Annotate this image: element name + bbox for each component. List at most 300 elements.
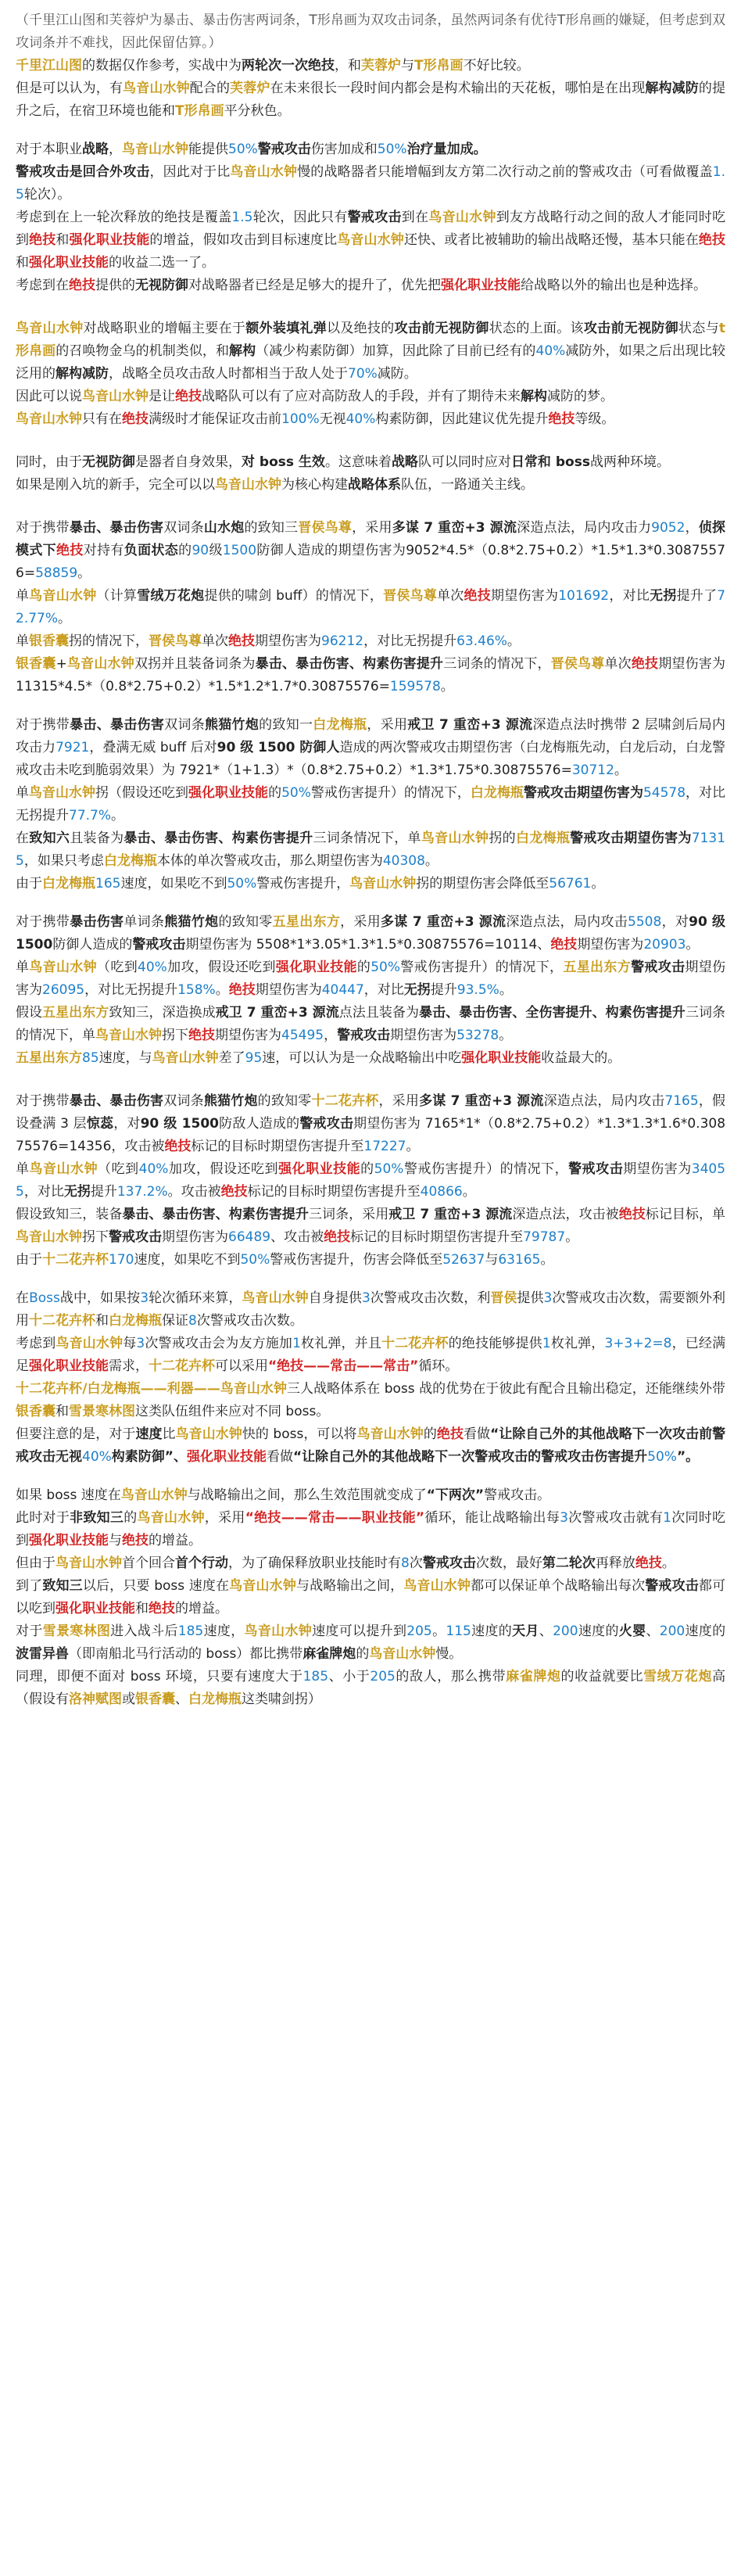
number: 1 bbox=[292, 1336, 301, 1351]
text: 减防外，如果之后出现比较泛用的 bbox=[16, 343, 726, 382]
text: 的敌人，那么携带 bbox=[395, 1669, 507, 1684]
number: 17227 bbox=[363, 1139, 406, 1154]
text: 期望伤害为 bbox=[16, 960, 726, 998]
text-bold: 无拐 bbox=[63, 1184, 91, 1200]
paragraph bbox=[16, 1047, 725, 1070]
text: 。 bbox=[440, 679, 454, 694]
text: 状态的上面。该 bbox=[489, 321, 584, 336]
character-name: 十二花卉杯 bbox=[381, 1336, 449, 1351]
text: 的 bbox=[356, 960, 371, 975]
text: 轮次循环来算， bbox=[149, 1290, 242, 1306]
paragraph bbox=[16, 138, 725, 161]
skill-name: 绝技 bbox=[175, 389, 202, 404]
text-bold: 熊猫竹炮 bbox=[203, 1093, 258, 1109]
text: 期望伤害为 bbox=[255, 982, 322, 998]
number: 20903 bbox=[643, 937, 686, 953]
text: boss bbox=[380, 1381, 420, 1397]
text: 次同时吃到 bbox=[16, 1510, 726, 1548]
number: 53278 bbox=[456, 1028, 499, 1043]
skill-cycle: “绝技——常击——职业技能” bbox=[245, 1510, 425, 1526]
text: 是器者自身效果， bbox=[135, 454, 242, 470]
text: 单次 bbox=[202, 633, 228, 649]
text: 的 bbox=[178, 543, 192, 558]
text: 看做 bbox=[464, 1426, 491, 1442]
text: 提升 bbox=[90, 1184, 117, 1200]
text: ，采用 bbox=[340, 914, 381, 930]
text: 到在 bbox=[401, 210, 429, 225]
text: 由于 bbox=[16, 1252, 42, 1268]
text: 速度在 bbox=[81, 1487, 121, 1503]
character-name: 鸟音山水钟 bbox=[230, 164, 298, 180]
text: ，采用 bbox=[378, 1093, 420, 1109]
text: 警戒伤害提升）的情况下， bbox=[310, 785, 471, 801]
text: 本体的单次警戒攻击，那么期望伤害为 bbox=[156, 853, 383, 869]
paragraph bbox=[16, 782, 725, 827]
number: 50% bbox=[227, 876, 257, 892]
text: 高（假设有 bbox=[16, 1669, 726, 1707]
text: 以后，只要 bbox=[82, 1578, 150, 1594]
paragraph bbox=[16, 1333, 725, 1378]
number: 54578 bbox=[643, 785, 686, 801]
number: 50% bbox=[240, 1252, 270, 1268]
number: 40308 bbox=[382, 853, 425, 869]
text: 和 bbox=[55, 1404, 69, 1419]
text: 加攻，假设还吃到 bbox=[166, 960, 276, 975]
text: ，因此对于比 bbox=[149, 164, 231, 180]
text: （减少构素防御）加算，因此除了目前已经有的 bbox=[256, 343, 536, 359]
number: 8 bbox=[188, 1313, 197, 1329]
text: 首个回合 bbox=[122, 1555, 175, 1571]
text: boss bbox=[42, 1487, 81, 1503]
character-name: 鸟音山水钟 bbox=[137, 1510, 205, 1526]
text-bold: 熊猫竹炮 bbox=[164, 914, 219, 930]
character-name: 晋侯鸟尊 bbox=[550, 656, 605, 672]
text: boss bbox=[281, 1404, 317, 1419]
number: 205 bbox=[370, 1669, 396, 1684]
text: 对于携带 bbox=[16, 520, 70, 536]
text: 。 bbox=[499, 982, 513, 998]
item-name: 芙蓉炉 bbox=[230, 81, 270, 96]
number: 66489 bbox=[228, 1229, 271, 1245]
text: 单 bbox=[16, 633, 29, 649]
text: 。 bbox=[431, 1623, 446, 1639]
formula: 期望伤害为 5508*1*3.05*1.3*1.5*0.30875576=10114、 bbox=[185, 937, 551, 953]
text: 还快、或者比被辅助的输出战略还慢，基本只能在 bbox=[403, 232, 699, 248]
number: 1 bbox=[542, 1336, 551, 1351]
text: boss bbox=[125, 1669, 166, 1684]
text: 。 bbox=[540, 1252, 554, 1268]
text: 的 bbox=[423, 1426, 437, 1442]
text-bold: 致知三 bbox=[42, 1578, 83, 1594]
skill-name: 绝技 bbox=[436, 1426, 464, 1442]
skill-name: 绝技 bbox=[698, 232, 726, 248]
character-name: 白龙梅瓶 bbox=[42, 876, 95, 892]
number: 100% bbox=[281, 411, 320, 427]
text: 致知三，深造换成 bbox=[109, 1005, 216, 1021]
paragraph bbox=[16, 77, 725, 123]
skill-name: 强化职业技能 bbox=[69, 232, 150, 248]
text: 。这意味着 bbox=[324, 454, 392, 470]
text: 三词条情况下，单 bbox=[313, 831, 421, 846]
text: 如果 bbox=[16, 1487, 42, 1503]
character-name: 鸟音山水钟 bbox=[403, 1578, 471, 1594]
number: 52637 bbox=[442, 1252, 485, 1268]
character-name: 鸟音山水钟 bbox=[16, 1229, 82, 1245]
character-name: 鸟音山水钟 bbox=[428, 210, 496, 225]
text: 进入战斗后 bbox=[110, 1623, 178, 1639]
character-name: 十二花卉杯 bbox=[149, 1358, 215, 1374]
text: 这类啸剑拐） bbox=[242, 1692, 321, 1707]
text: 的数据仅作参考，实战中为 bbox=[82, 58, 242, 74]
skill-name: 绝技 bbox=[122, 1533, 149, 1548]
text-bold: 对 boss 生效 bbox=[242, 454, 325, 470]
text-bold: 战略 bbox=[391, 454, 418, 470]
character-name: 鸟音山水钟 bbox=[16, 321, 84, 336]
text-bold: 解构 bbox=[521, 389, 547, 404]
text: 为核心构建 bbox=[281, 477, 348, 493]
character-name: 鸟音山水钟 bbox=[123, 81, 190, 96]
text: 减防的梦。 bbox=[547, 389, 614, 404]
character-name: 鸟音山水钟 bbox=[29, 785, 96, 801]
character-name: 鸟音山水钟 bbox=[356, 1426, 424, 1442]
number: 185 bbox=[177, 1623, 204, 1639]
text-bold: 山水炮 bbox=[203, 520, 245, 536]
text: 三词条，采用 bbox=[309, 1207, 389, 1222]
paragraph bbox=[16, 1090, 725, 1158]
paragraph bbox=[16, 386, 725, 408]
number: 200 bbox=[553, 1623, 578, 1639]
text: 。 bbox=[462, 1184, 476, 1200]
text: 单 bbox=[16, 588, 30, 604]
text: 能提供 bbox=[188, 142, 228, 157]
number: 72.77% bbox=[16, 588, 726, 626]
paragraph bbox=[16, 653, 725, 698]
text: 保证 bbox=[162, 1313, 188, 1329]
text: （吃到 bbox=[97, 960, 138, 975]
text: 和 bbox=[55, 232, 70, 248]
text: ，采用 bbox=[367, 717, 408, 733]
note-paragraph bbox=[16, 9, 725, 55]
paragraph bbox=[16, 206, 725, 274]
number: 58859 bbox=[35, 565, 78, 581]
text-bold: 警戒攻击 bbox=[568, 1161, 624, 1177]
text: 速度在 bbox=[188, 1578, 230, 1594]
text-bold: 额外装填礼弹 bbox=[245, 321, 328, 336]
text-bold: 警戒攻击 bbox=[109, 1229, 162, 1245]
text: 双词条 bbox=[163, 520, 204, 536]
text: 平分秋色。 bbox=[224, 103, 291, 119]
text: 只有在 bbox=[82, 411, 122, 427]
text: 战中，如果按 bbox=[59, 1290, 141, 1306]
text-bold: 两轮次一次绝技 bbox=[242, 58, 335, 74]
number: 3 bbox=[361, 1290, 370, 1306]
text: 防御人造成的 bbox=[52, 937, 133, 953]
text: 无视 bbox=[319, 411, 346, 427]
text: 如果是刚入坑的新手，完全可以以 bbox=[16, 477, 215, 493]
text: 单 bbox=[16, 1161, 30, 1177]
text: 的增益。 bbox=[175, 1601, 228, 1616]
text: 单 bbox=[16, 785, 30, 801]
skill-name: 绝技 bbox=[464, 588, 492, 604]
text: 轮次，因此只有 bbox=[252, 210, 348, 225]
text: 循环。 bbox=[418, 1358, 459, 1374]
text-bold: 警戒攻击 bbox=[337, 1028, 391, 1043]
text: 。攻击被 bbox=[167, 1184, 221, 1200]
paragraph bbox=[16, 911, 725, 956]
text: 深造点法时携带 2 层啸剑后局内攻击力 bbox=[16, 717, 726, 755]
character-name: 鸟音山水钟 bbox=[55, 1336, 123, 1351]
number: 50% bbox=[370, 960, 401, 975]
text: （计算 bbox=[96, 588, 138, 604]
text: 的 bbox=[268, 785, 282, 801]
skill-name: 强化职业技能 bbox=[29, 1533, 109, 1548]
skill-name: 绝技 bbox=[618, 1207, 646, 1222]
character-name: 鸟音山水钟 bbox=[82, 389, 149, 404]
skill-name: 强化职业技能 bbox=[29, 255, 109, 271]
text: 速度，如果吃不到 bbox=[120, 876, 227, 892]
text-bold: “让除自己外的其他战略下 bbox=[490, 1426, 646, 1442]
text: 。 bbox=[686, 937, 700, 953]
text-bold: 负面状态 bbox=[123, 543, 179, 558]
text: 拐的情况下， bbox=[69, 633, 149, 649]
text: （吃到 bbox=[98, 1161, 139, 1177]
text: 速度可以提升到 bbox=[312, 1623, 407, 1639]
text: ，为了确保释放职业技能时有 bbox=[228, 1555, 401, 1571]
text: 速度， bbox=[203, 1623, 245, 1639]
formula: 期望伤害为 7165*1*（0.8*2.75+0.2）*1.3*1.3*1.6*0.30875576=14356，攻击被 bbox=[16, 1116, 726, 1154]
text: 点法且装备为 bbox=[338, 1005, 420, 1021]
text: 。 bbox=[591, 876, 605, 892]
character-name: 银香囊 bbox=[16, 1404, 55, 1419]
text-bold: 警戒攻击期望伤害为 bbox=[523, 785, 643, 801]
number: 115 bbox=[446, 1623, 471, 1639]
text: 、 bbox=[539, 1623, 553, 1639]
text: 需求， bbox=[109, 1358, 149, 1374]
number: 3 bbox=[140, 1290, 149, 1306]
text: 是让 bbox=[149, 389, 175, 404]
text: 给战略以外的输出也是种选择。 bbox=[521, 278, 707, 293]
skill-name: 绝技 bbox=[324, 1229, 351, 1245]
text: 假设致知三，装备 bbox=[16, 1207, 123, 1222]
text: 速度，与 bbox=[98, 1050, 152, 1066]
paragraph bbox=[16, 161, 725, 206]
number: 40% bbox=[82, 1449, 112, 1465]
paragraph bbox=[16, 451, 725, 474]
character-name: 白龙梅瓶 bbox=[188, 1692, 242, 1707]
text: 不好比较。 bbox=[463, 58, 530, 74]
text: 对于本职业 bbox=[16, 142, 82, 157]
paragraph bbox=[16, 55, 725, 77]
skill-name: 强化职业技能 bbox=[188, 785, 269, 801]
text-bold: 火婴 bbox=[618, 1623, 646, 1639]
text: 的 bbox=[360, 1161, 374, 1177]
text-bold: 天月 bbox=[512, 1623, 539, 1639]
text-bold: 无拐 bbox=[650, 588, 677, 604]
skill-name: 绝技 bbox=[635, 1555, 662, 1571]
skill-name: 绝技 bbox=[29, 232, 56, 248]
number: 1500 bbox=[222, 543, 257, 558]
text: 。 bbox=[614, 762, 628, 778]
text: 考虑到在 bbox=[16, 278, 69, 293]
number: 85 bbox=[82, 1050, 99, 1066]
paragraph bbox=[16, 1484, 725, 1507]
text: 伤害加成和 bbox=[310, 142, 378, 157]
text: 次警戒攻击次数，利 bbox=[370, 1290, 491, 1306]
text: 到友方战略行动之间的敌人才能同时吃到 bbox=[16, 210, 726, 248]
text-bold: 警戒攻击是回合外攻击 bbox=[16, 164, 150, 180]
text: ，对比 bbox=[23, 1184, 64, 1200]
text: 期望伤害为 bbox=[215, 1028, 281, 1043]
item-name: 雪绒万花炮 bbox=[643, 1669, 713, 1684]
text: boss bbox=[268, 1426, 304, 1442]
character-name: 白龙梅瓶 bbox=[109, 1313, 162, 1329]
text: 三人战略体系在 bbox=[287, 1381, 381, 1397]
text: 由于 bbox=[16, 876, 42, 892]
text: 深造点法，局内攻击 bbox=[543, 1093, 665, 1109]
number: 40% bbox=[138, 960, 167, 975]
text: 对于携带 bbox=[16, 717, 70, 733]
number: 26095 bbox=[42, 982, 85, 998]
text: 。 bbox=[58, 611, 72, 626]
character-name: 鸟音山水钟 bbox=[215, 477, 281, 493]
number: 79787 bbox=[523, 1229, 566, 1245]
text-bold: 暴击、暴击伤害 bbox=[70, 717, 165, 733]
text: 单词条 bbox=[123, 914, 165, 930]
text: 次警戒攻击就有 bbox=[567, 1510, 664, 1526]
text-bold: 无视防御 bbox=[82, 454, 135, 470]
text-bold: 暴击、暴击伤害、构素伤害提升 bbox=[255, 656, 444, 672]
character-name: 银香囊 bbox=[135, 1692, 175, 1707]
number: 7921 bbox=[55, 740, 90, 755]
text-bold: 速度 bbox=[135, 1426, 163, 1442]
text: 、 bbox=[646, 1623, 660, 1639]
text: 加攻，假设还吃到 bbox=[168, 1161, 279, 1177]
text: 假设 bbox=[16, 1005, 43, 1021]
item-name: 千里江山图 bbox=[16, 58, 82, 74]
number: 137.2% bbox=[116, 1184, 168, 1200]
text: 的 bbox=[123, 1510, 138, 1526]
text-bold: 解构减防 bbox=[645, 81, 699, 96]
text-bold: 多谋 7 重峦+3 源流 bbox=[381, 914, 507, 930]
text-bold: 暴击伤害 bbox=[70, 914, 124, 930]
text: 战略队可以有了应对高防敌人的手段，并有了期待未来 bbox=[202, 389, 521, 404]
text-bold: “让除自己外的其他战略下 bbox=[292, 1449, 449, 1465]
paragraph bbox=[16, 1423, 725, 1469]
text: 但由于 bbox=[16, 1555, 55, 1571]
text: 的增益，假如攻击到目标速度比 bbox=[149, 232, 338, 248]
number: 3 bbox=[560, 1510, 568, 1526]
number: 8 bbox=[401, 1555, 410, 1571]
text: 慢。 bbox=[435, 1646, 463, 1662]
text-bold: 战略体系 bbox=[348, 477, 401, 493]
number: 40% bbox=[535, 343, 566, 359]
character-name: 白龙梅瓶 bbox=[103, 853, 157, 869]
character-name: 洛神赋图 bbox=[69, 1692, 122, 1707]
text: 警戒伤害提升，伤害会降低至 bbox=[270, 1252, 443, 1268]
text-bold: 一次攻击 bbox=[645, 1426, 700, 1442]
skill-name: 绝技 bbox=[228, 982, 256, 998]
text-bold: 解构减防 bbox=[55, 366, 109, 382]
character-name: 白龙梅瓶 bbox=[470, 785, 524, 801]
text-bold: 90 级 1500 防御人 bbox=[217, 740, 340, 755]
character-name: 白龙梅瓶 bbox=[313, 717, 367, 733]
paragraph bbox=[16, 408, 725, 431]
text: 与 bbox=[485, 1252, 499, 1268]
text: 。 bbox=[507, 633, 521, 649]
number: 40447 bbox=[321, 982, 364, 998]
item-name: t形帛画 bbox=[16, 321, 726, 359]
text: 标记目标，单 bbox=[645, 1207, 726, 1222]
text-bold: 警戒攻击 bbox=[422, 1555, 476, 1571]
text-bold: 无视防御 bbox=[135, 278, 188, 293]
text: 警戒伤害提升）的情况下， bbox=[403, 1161, 569, 1177]
skill-name: 绝技 bbox=[548, 411, 575, 427]
text: 但要注意的是，对于 bbox=[16, 1426, 136, 1442]
skill-name: 绝技 bbox=[122, 411, 149, 427]
paragraph bbox=[16, 1666, 725, 1711]
text-bold: 治疗量加成。 bbox=[406, 142, 487, 157]
character-name: 鸟音山水钟 bbox=[421, 831, 489, 846]
text: 的收益就要比 bbox=[560, 1669, 644, 1684]
character-name: 雪景寒林图 bbox=[69, 1404, 135, 1419]
skill-name: 绝技 bbox=[164, 1139, 192, 1154]
team-name: 十二花卉杯/白龙梅瓶——利器——鸟音山水钟 bbox=[16, 1381, 287, 1397]
text: 的召唤物金乌的机制类似，和 bbox=[55, 343, 230, 359]
text: 等级。 bbox=[575, 411, 615, 427]
text: 和 bbox=[95, 1313, 109, 1329]
text: 拐的 bbox=[489, 831, 516, 846]
text: 提供的 bbox=[95, 278, 135, 293]
text-bold: 戒卫 7 重峦+3 源流 bbox=[407, 717, 533, 733]
text-bold: 第二轮次 bbox=[542, 1555, 596, 1571]
text: 期望伤害为 bbox=[491, 588, 559, 604]
skill-name: 绝技 bbox=[631, 656, 659, 672]
text: 可以采用 bbox=[215, 1358, 268, 1374]
text: 对持有 bbox=[83, 543, 124, 558]
number: 1.5 bbox=[16, 164, 726, 203]
number: 9052 bbox=[651, 520, 686, 536]
skill-name: 绝技 bbox=[550, 937, 578, 953]
text: ，可以将 bbox=[303, 1426, 357, 1442]
text: ， bbox=[324, 1028, 338, 1043]
text: ，对比 bbox=[363, 982, 404, 998]
text: ，对 bbox=[113, 1116, 141, 1132]
text: 对于携带 bbox=[16, 914, 70, 930]
item-name: 芙蓉炉 bbox=[361, 58, 401, 74]
text-bold: 侦探模式下 bbox=[16, 520, 726, 558]
paragraph bbox=[16, 1158, 725, 1204]
number: 200 bbox=[659, 1623, 686, 1639]
text: 。 bbox=[215, 982, 229, 998]
text-bold: 暴击、暴击伤害、构素伤害提升 bbox=[123, 831, 313, 846]
number: 7165 bbox=[664, 1093, 699, 1109]
text: ，对比无拐提升 bbox=[84, 982, 178, 998]
text: ，对比 bbox=[609, 588, 650, 604]
text: （即南船北马行活动的 boss）都比携带 bbox=[69, 1646, 303, 1662]
item-name: T形帛画 bbox=[414, 58, 464, 74]
number: 71315 bbox=[16, 831, 726, 869]
text: 次警戒攻击会为友方施加 bbox=[145, 1336, 293, 1351]
text: 。 bbox=[406, 1139, 420, 1154]
skill-name: 绝技 bbox=[56, 543, 84, 558]
text: 但是可以认为，有 bbox=[16, 81, 123, 96]
formula: 造成的两次警戒攻击期望伤害（白龙梅瓶先动，白龙后动，白龙警戒攻击未吃到脆弱效果）为 7921*（1+1.3）*（0.8*2.75+0.2）*1.3*1.75*0.30875576= bbox=[16, 740, 725, 778]
text: 级 bbox=[209, 543, 223, 558]
number: 40866 bbox=[420, 1184, 463, 1200]
text: 期望伤害为 bbox=[577, 937, 644, 953]
text: 的致知零 bbox=[257, 1093, 312, 1109]
character-name: 晋侯鸟尊 bbox=[383, 588, 438, 604]
